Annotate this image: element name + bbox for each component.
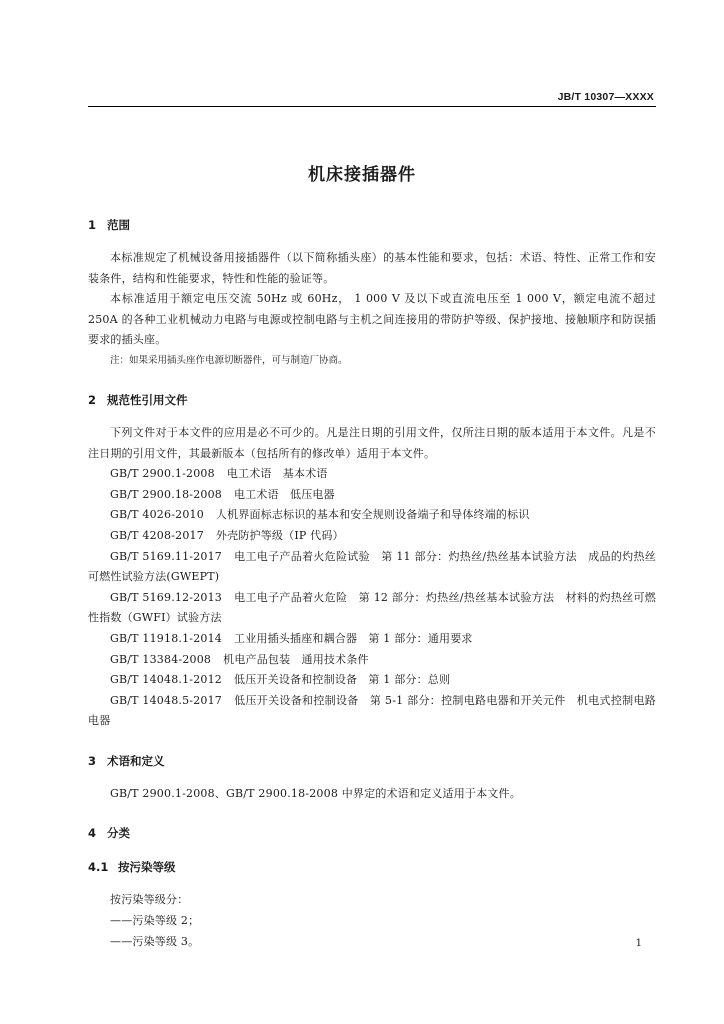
reference-list (88, 464, 656, 732)
reference-item (88, 670, 656, 691)
section-number: 4 (88, 826, 97, 841)
section-heading-scope (88, 214, 656, 236)
scope-paragraph-1: 本标准规定了机械设备用接插器件（以下简称插头座）的基本性能和要求，包括：术语、特性、正常工作和安装条件，结构和性能要求，特性和性能的验证等。 (88, 251, 656, 285)
reference-title: 电工电子产品着火危险试验 第 11 部分：灼热丝/热丝基本试验方法 成品的灼热丝可燃性试验方法(GWEPT) (88, 549, 656, 584)
pollution-degree-item: ——污染等级 3。 (110, 934, 200, 948)
reference-code: GB/T 2900.18-2008 (110, 487, 223, 501)
reference-title: 电工电子产品着火危险 第 12 部分：灼热丝/热丝基本试验方法 材料的灼热丝可燃性指数（GWFI）试验方法 (88, 590, 656, 625)
reference-title: 机电产品包装 通用技术条件 (223, 652, 369, 666)
reference-item (88, 691, 656, 732)
references-intro: 下列文件对于本文件的应用是必不可少的。凡是注日期的引用文件，仅所注日期的版本适用于本文件。凡是不注日期的引用文件，其最新版本（包括所有的修改单）适用于本文件。 (88, 425, 656, 460)
reference-item (88, 464, 656, 485)
section-title: 术语和定义 (107, 753, 165, 768)
reference-title: 外壳防护等级（IP 代码） (215, 528, 344, 542)
section-heading-normative-references (88, 389, 656, 411)
section-heading-terms (88, 750, 656, 772)
reference-title: 低压开关设备和控制设备 第 5-1 部分：控制电路电器和开关元件 机电式控制电路电器 (88, 693, 656, 728)
reference-code: GB/T 11918.1-2014 (110, 631, 223, 645)
reference-code: GB/T 5169.11-2017 (110, 549, 223, 563)
reference-item (88, 547, 656, 588)
reference-title: 电工术语 低压电器 (234, 487, 335, 501)
section-number: 3 (88, 753, 97, 768)
reference-item (88, 588, 656, 629)
reference-code: GB/T 5169.12-2013 (110, 590, 223, 604)
reference-item (88, 505, 656, 526)
terms-paragraph: GB/T 2900.1-2008、GB/T 2900.18-2008 中界定的术语和定义适用于本文件。 (110, 786, 521, 800)
section-title: 范围 (107, 218, 130, 232)
document-title: 机床接插器件 (308, 165, 416, 185)
reference-item (88, 485, 656, 506)
section-number: 2 (88, 392, 97, 407)
reference-code: GB/T 14048.5-2017 (110, 693, 223, 707)
pollution-degree-lead: 按污染等级分： (110, 893, 189, 907)
subsection-title: 按污染等级 (118, 860, 176, 875)
scope-note: 注：如果采用插头座作电源切断器件，可与制造厂协商。 (110, 354, 348, 366)
pollution-degree-item: ——污染等级 2； (110, 914, 200, 928)
subsection-number: 4.1 (88, 860, 109, 875)
subsection-heading-pollution-degree (88, 856, 656, 878)
reference-code: GB/T 14048.1-2012 (110, 673, 223, 687)
reference-title: 电工术语 基本术语 (226, 467, 328, 481)
section-heading-classification (88, 822, 656, 844)
reference-code: GB/T 4208-2017 (110, 528, 204, 542)
reference-code: GB/T 2900.1-2008 (110, 467, 215, 481)
reference-code: GB/T 13384-2008 (110, 652, 212, 666)
standard-code: JB/T 10307—XXXX (557, 91, 654, 103)
reference-title: 低压开关设备和控制设备 第 1 部分：总则 (234, 673, 451, 687)
section-number: 1 (88, 218, 97, 232)
reference-title: 人机界面标志标识的基本和安全规则设备端子和导体终端的标识 (215, 508, 530, 522)
reference-code: GB/T 4026-2010 (110, 508, 204, 522)
reference-title: 工业用插头插座和耦合器 第 1 部分：通用要求 (234, 631, 473, 645)
section-title: 规范性引用文件 (107, 392, 188, 407)
reference-item (88, 629, 656, 650)
page-number: 1 (635, 938, 642, 949)
reference-item (88, 526, 656, 547)
scope-paragraph-2: 本标准适用于额定电压交流 50Hz 或 60Hz， 1 000 V 及以下或直流电压至 1 000 V，额定电流不超过 250A 的各种工业机械动力电路与电源或控制电路与主机之间连接用的带防护等级、保护接地、接触顺序和防误插要求的插头座。 (88, 292, 656, 347)
reference-item (88, 650, 656, 671)
section-title: 分类 (107, 826, 130, 841)
header-rule (88, 106, 656, 107)
document-body (88, 214, 656, 952)
